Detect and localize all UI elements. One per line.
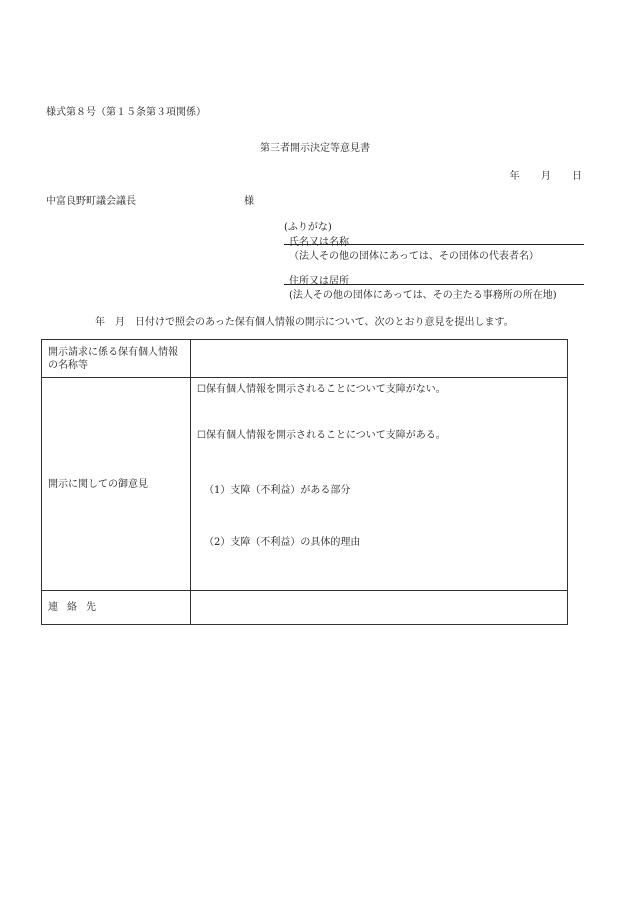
name-underline[interactable] bbox=[284, 244, 584, 245]
option-no-objection[interactable]: ☐保有個人情報を開示されることについて支障がない。 bbox=[197, 384, 446, 395]
opinion-cell bbox=[191, 378, 568, 591]
address-note: (法人その他の団体にあっては、その主たる事務所の所在地) bbox=[289, 290, 557, 301]
table-row bbox=[42, 378, 568, 591]
info-name-value[interactable] bbox=[191, 340, 568, 378]
opinion-table bbox=[41, 339, 568, 625]
table-row bbox=[42, 340, 568, 378]
address-underline[interactable] bbox=[284, 284, 584, 285]
date-line bbox=[492, 167, 582, 182]
address-label: 住所又は居所 bbox=[289, 276, 349, 287]
date-day: 日 bbox=[572, 171, 582, 182]
document-title: 第三者開示決定等意見書 bbox=[260, 143, 370, 154]
honorific: 様 bbox=[244, 196, 254, 207]
date-year: 年 bbox=[509, 171, 520, 182]
table-row bbox=[42, 591, 568, 625]
contact-label: 連絡先 bbox=[42, 591, 191, 625]
opinion-label: 開示に関しての御意見 bbox=[42, 378, 191, 591]
date-month: 月 bbox=[540, 171, 551, 182]
statement-text: 年 月 日付けで照会のあった保有個人情報の開示について、次のとおり意見を提出します。 bbox=[95, 317, 514, 328]
form-number: 様式第８号（第１５条第３項関係） bbox=[46, 107, 206, 118]
info-name-label: 開示請求に係る保有個人情報の名称等 bbox=[42, 340, 191, 378]
objection-part-label: （1）支障（不利益）がある部分 bbox=[204, 485, 351, 496]
addressee: 中富良野町議会議長 bbox=[46, 196, 136, 207]
option-objection[interactable]: ☐保有個人情報を開示されることについて支障がある。 bbox=[197, 430, 446, 441]
furigana-label: (ふりがな) bbox=[284, 222, 332, 233]
name-note: （法人その他の団体にあっては、その団体の代表者名） bbox=[289, 251, 539, 262]
objection-reason-label: （2）支障（不利益）の具体的理由 bbox=[204, 537, 361, 548]
contact-value[interactable] bbox=[191, 591, 568, 625]
name-label: 氏名又は名称 bbox=[289, 237, 349, 248]
